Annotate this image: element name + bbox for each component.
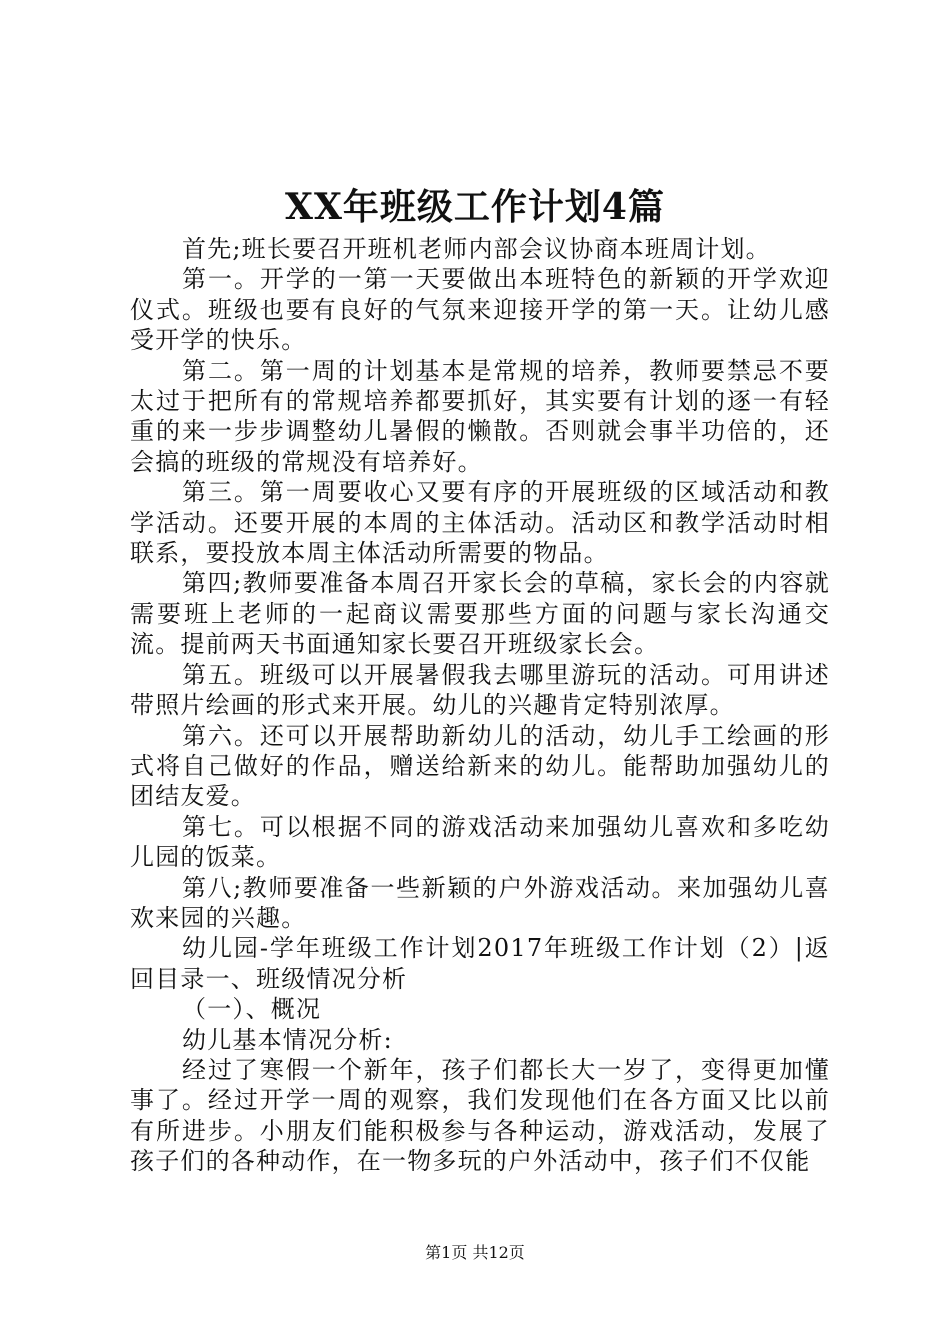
paragraph: 首先;班长要召开班机老师内部会议协商本班周计划。 bbox=[182, 235, 771, 263]
paragraph: 第一。开学的一第一天要做出本班特色的新颖的开学欢迎仪式。班级也要有良好的气氛来迎接开学的第一天。让幼儿感受开学的快乐。 bbox=[130, 265, 830, 355]
paragraph: （一）、概况 bbox=[182, 995, 322, 1024]
paragraph: 第六。还可以开展帮助新幼儿的活动，幼儿手工绘画的形式将自己做好的作品，赠送给新来的幼儿。能帮助加强幼儿的团结友爱。 bbox=[130, 721, 830, 811]
paragraph: 第二。第一周的计划基本是常规的培养，教师要禁忌不要太过于把所有的常规培养都要抓好，其实要有计划的逐一有轻重的来一步步调整幼儿暑假的懒散。否则就会事半功倍的，还会搞的班级的常规没有培养好。 bbox=[130, 356, 830, 476]
paragraph: 经过了寒假一个新年，孩子们都长大一岁了，变得更加懂事了。经过开学一周的观察，我们发现他们在各方面又比以前有所进步。小朋友们能积极参与各种运动，游戏活动，发展了孩子们的各种动作，在一物多玩的户外活动中，孩子们不仅能 bbox=[130, 1055, 830, 1176]
paragraph: 第三。第一周要收心又要有序的开展班级的区域活动和教学活动。还要开展的本周的主体活动。活动区和教学活动时相联系，要投放本周主体活动所需要的物品。 bbox=[130, 478, 830, 568]
page-footer: 第1页 共12页 bbox=[425, 1243, 525, 1262]
document-body bbox=[130, 234, 830, 1177]
paragraph: 第四;教师要准备本周召开家长会的草稿，家长会的内容就需要班上老师的一起商议需要那些方面的问题与家长沟通交流。提前两天书面通知家长要召开班级家长会。 bbox=[130, 569, 830, 659]
paragraph: 幼儿基本情况分析: bbox=[182, 1025, 393, 1054]
paragraph: 第五。班级可以开展暑假我去哪里游玩的活动。可用讲述带照片绘画的形式来开展。幼儿的兴趣肯定特别浓厚。 bbox=[130, 660, 830, 720]
paragraph: 第七。可以根据不同的游戏活动来加强幼儿喜欢和多吃幼儿园的饭菜。 bbox=[130, 812, 830, 872]
document-title: XX年班级工作计划4篇 bbox=[285, 186, 665, 228]
paragraph: 幼儿园-学年班级工作计划2017年班级工作计划（2）|返回目录一、班级情况分析 bbox=[130, 934, 830, 993]
paragraph: 第八;教师要准备一些新颖的户外游戏活动。来加强幼儿喜欢来园的兴趣。 bbox=[130, 873, 830, 932]
